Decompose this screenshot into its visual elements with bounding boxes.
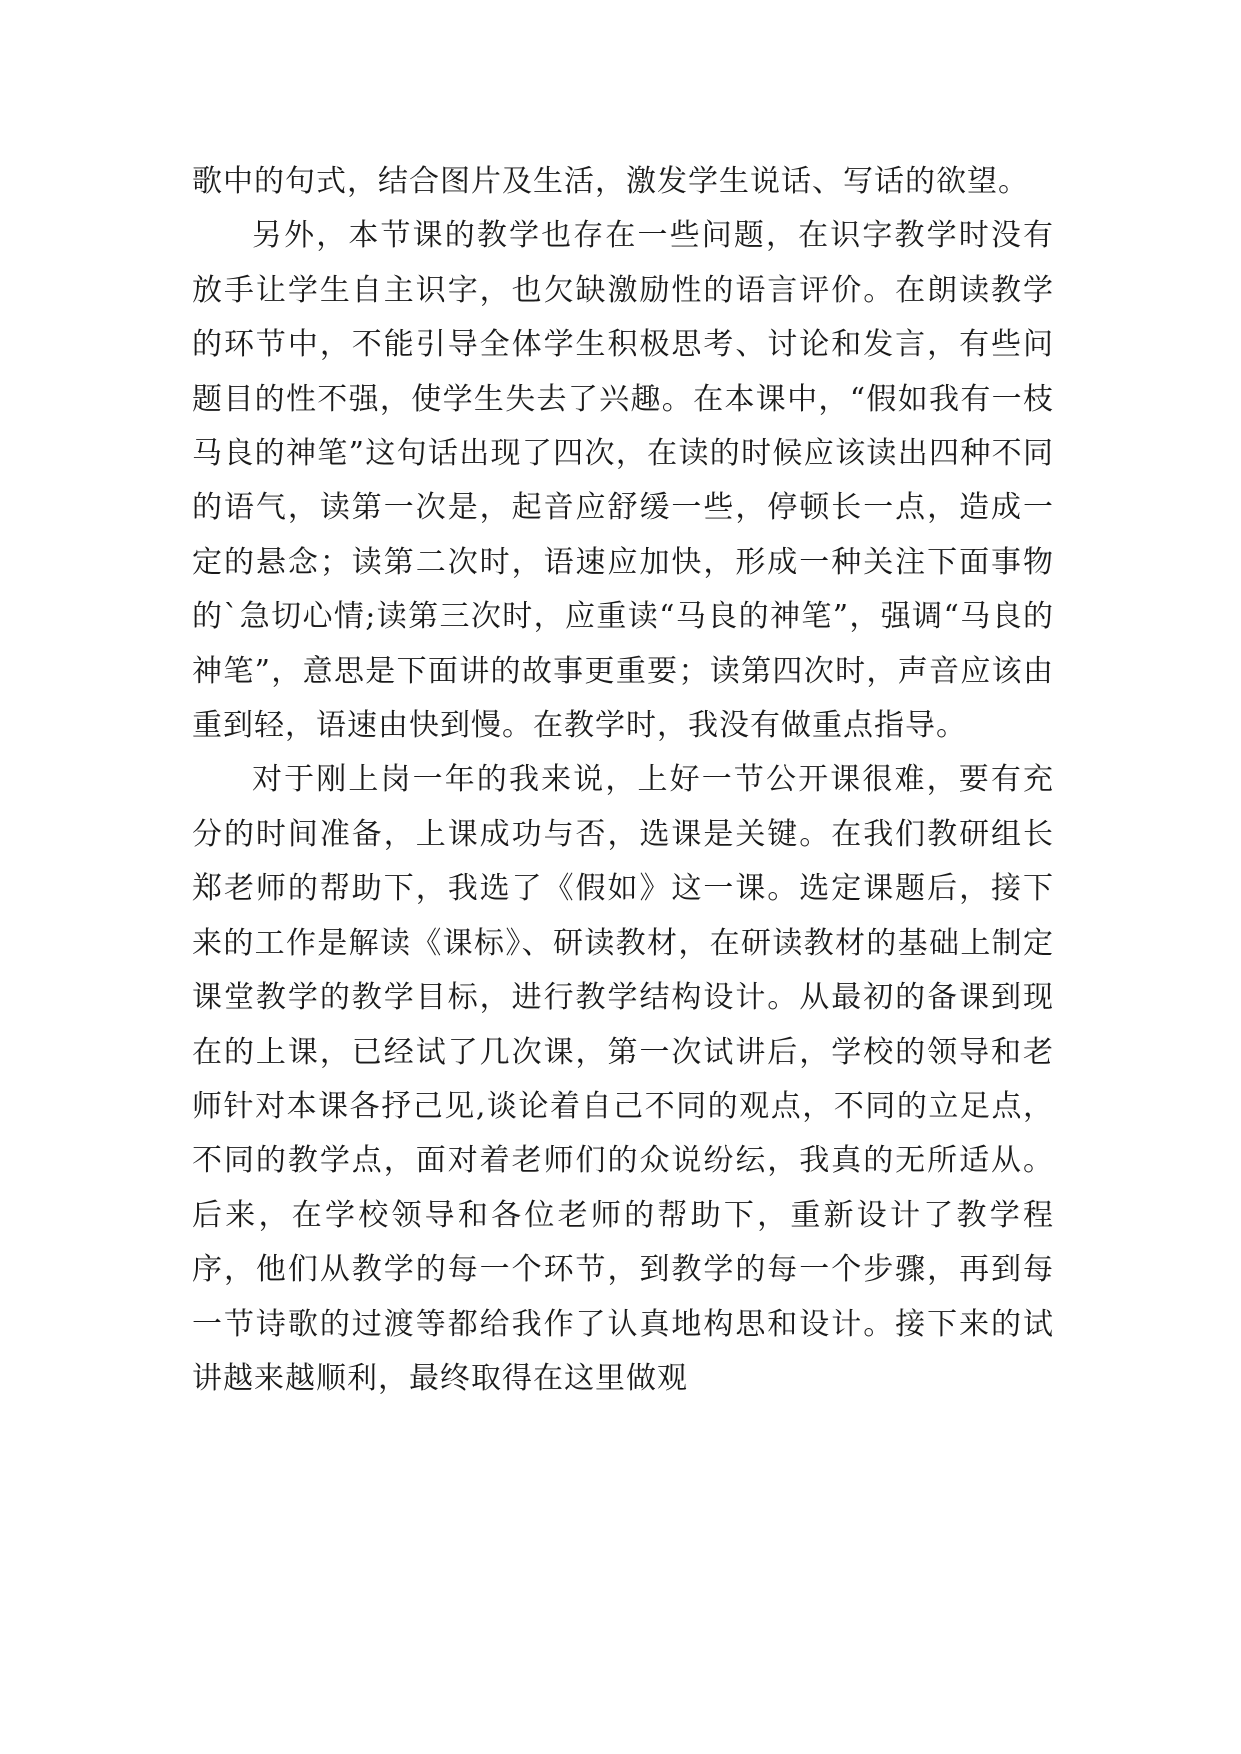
paragraph-3: 对于刚上岗一年的我来说，上好一节公开课很难，要有充分的时间准备，上课成功与否，选课是关键。在我们教研组长郑老师的帮助下，我选了《假如》这一课。选定课题后，接下来的工作是解读《课标》、研读教材，在研读教材的基础上制定课堂教学的教学目标，进行教学结构设计。从最初的备课到现在的上课，已经试了几次课，第一次试讲后，学校的领导和老师针对本课各抒己见,谈论着自己不同的观点，不同的立足点，不同的教学点，面对着老师们的众说纷纭，我真的无所适从。后来，在学校领导和各位老师的帮助下，重新设计了教学程序，他们从教学的每一个环节，到教学的每一个步骤，再到每一节诗歌的过渡等都给我作了认真地构思和设计。接下来的试讲越来越顺利，最终取得在这里做观	[192, 762, 1054, 1396]
paragraph-2: 另外，本节课的教学也存在一些问题，在识字教学时没有放手让学生自主识字，也欠缺激励性的语言评价。在朗读教学的环节中，不能引导全体学生积极思考、讨论和发言，有些问题目的性不强，使学生失去了兴趣。在本课中，“假如我有一枝马良的神笔”这句话出现了四次，在读的时候应该读出四种不同的语气，读第一次是，起音应舒缓一些，停顿长一点，造成一定的悬念；读第二次时，语速应加快，形成一种关注下面事物的`急切心情;读第三次时，应重读“马良的神笔”，强调“马良的神笔”，意思是下面讲的故事更重要；读第四次时，声音应该由重到轻，语速由快到慢。在教学时，我没有做重点指导。	[192, 218, 1054, 744]
paragraph-1: 歌中的句式，结合图片及生活，激发学生说话、写话的欲望。	[192, 164, 1029, 199]
body-text	[192, 155, 1054, 1406]
